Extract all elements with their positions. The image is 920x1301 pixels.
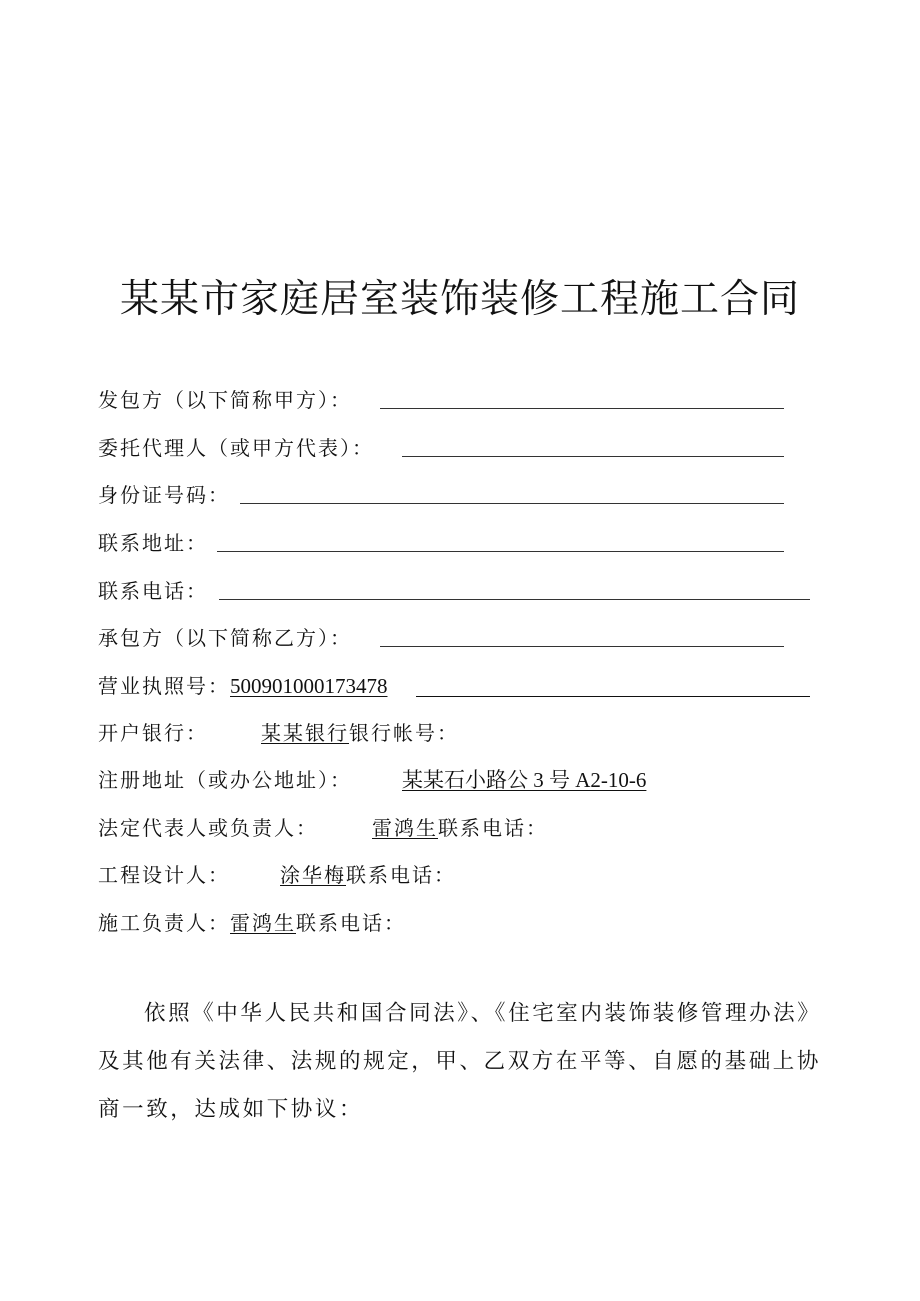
- phone-row: [98, 573, 208, 609]
- bank-label: 开户银行：: [98, 721, 208, 745]
- employer-label: 发包方（以下简称甲方）：: [98, 388, 352, 412]
- license-label: 营业执照号：: [98, 674, 230, 698]
- reg-address-row: [98, 762, 646, 798]
- agent-label: 委托代理人（或甲方代表）：: [98, 436, 374, 460]
- document-title: 某某市家庭居室装饰装修工程施工合同: [119, 277, 800, 322]
- construction-lead-label: 施工负责人：: [98, 911, 230, 935]
- license-value: 500901000173478: [230, 674, 388, 698]
- address-label: 联系地址：: [98, 531, 208, 555]
- designer-value: 涂华梅: [280, 863, 346, 887]
- construction-lead-phone-label: 联系电话：: [296, 911, 406, 935]
- legal-rep-row: [98, 810, 548, 846]
- phone-label: 联系电话：: [98, 579, 208, 603]
- reg-address-value: 某某石小路公 3 号 A2-10-6: [402, 768, 647, 792]
- designer-phone-label: 联系电话：: [346, 863, 456, 887]
- license-row: [98, 668, 388, 704]
- agent-row: [98, 430, 374, 466]
- reg-address-label: 注册地址（或办公地址）：: [98, 768, 352, 792]
- contractor-label: 承包方（以下简称乙方）：: [98, 626, 352, 650]
- address-blank[interactable]: [217, 525, 784, 552]
- account-label: 银行帐号：: [349, 721, 459, 745]
- bank-value: 某某银行: [261, 721, 349, 745]
- designer-row: [98, 857, 456, 893]
- id-row: [98, 477, 230, 513]
- contractor-blank[interactable]: [380, 620, 784, 647]
- bank-row: [98, 715, 459, 751]
- legal-rep-phone-label: 联系电话：: [438, 816, 548, 840]
- address-row: [98, 525, 208, 561]
- employer-row: [98, 382, 352, 418]
- construction-lead-value: 雷鸿生: [230, 911, 296, 935]
- agent-blank[interactable]: [402, 430, 784, 457]
- contractor-row: [98, 620, 352, 656]
- designer-label: 工程设计人：: [98, 863, 230, 887]
- construction-lead-row: [98, 905, 406, 941]
- phone-blank[interactable]: [219, 573, 810, 600]
- legal-rep-label: 法定代表人或负责人：: [98, 816, 318, 840]
- employer-blank[interactable]: [380, 382, 784, 409]
- license-blank[interactable]: [416, 668, 810, 697]
- intro-paragraph: 依照《中华人民共和国合同法》、《住宅室内装饰装修管理办法》及其他有关法律、法规的规定，甲、乙双方在平等、自愿的基础上协商一致，达成如下协议：: [98, 1001, 822, 1122]
- id-blank[interactable]: [240, 477, 784, 504]
- id-label: 身份证号码：: [98, 483, 230, 507]
- legal-rep-value: 雷鸿生: [372, 816, 438, 840]
